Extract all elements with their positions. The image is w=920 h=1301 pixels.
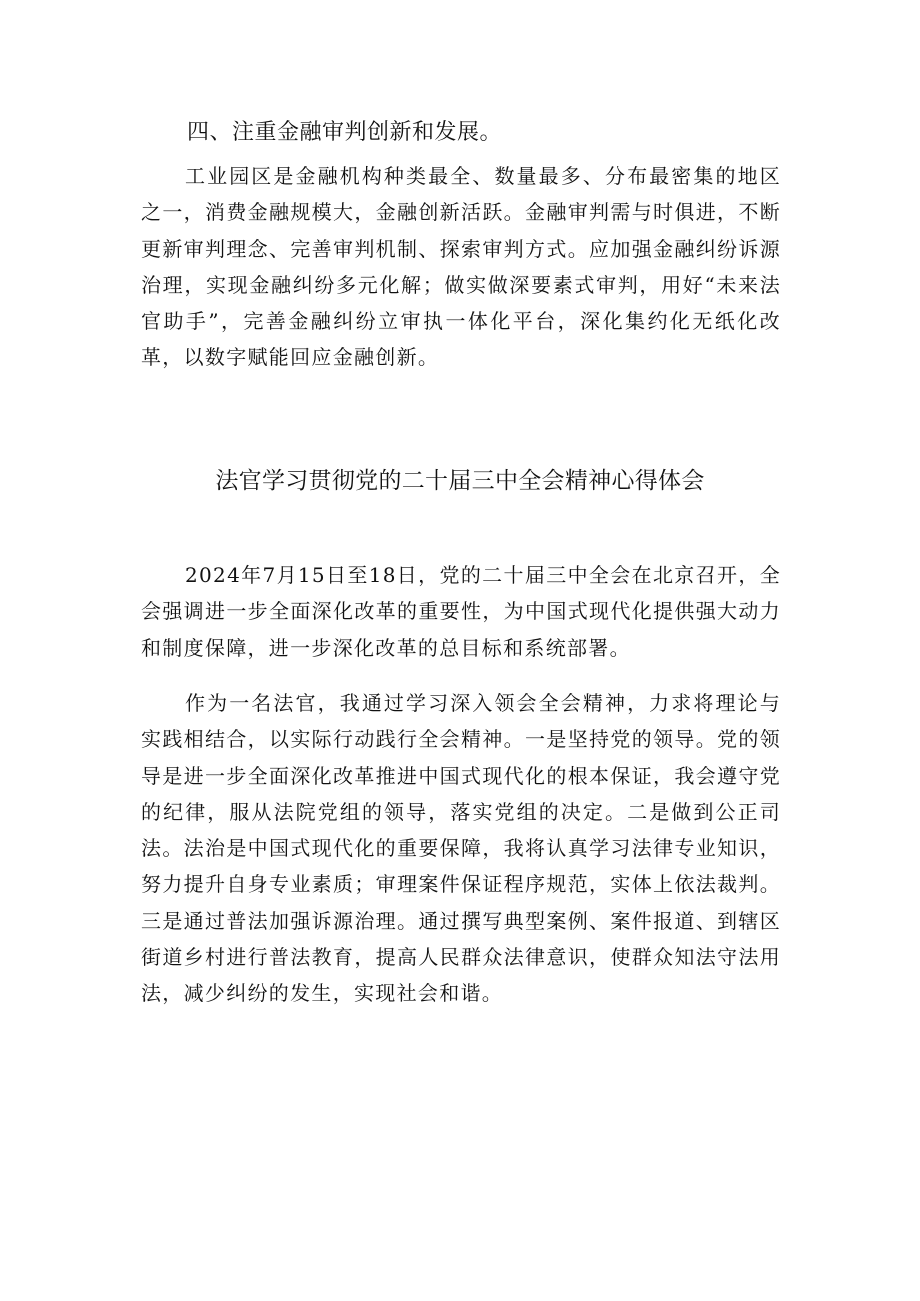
article-title: 法官学习贯彻党的二十届三中全会精神心得体会 [215, 468, 705, 494]
section-heading: 四、注重金融审判创新和发展。 [187, 120, 503, 145]
section-paragraph: 工业园区是金融机构种类最全、数量最多、分布最密集的地区之一，消费金融规模大，金融创新活跃。金融审判需与时俱进，不断更新审判理念、完善审判机制、探索审判方式。应加强金融纠纷诉源治理，实现金融纠纷多元化解；做实做深要素式审判，用好“未来法官助手”，完善金融纠纷立审执一体化平台，深化集约化无纸化改革，以数字赋能回应金融创新。 [141, 164, 781, 370]
article-paragraph-1: 2024年7月15日至18日，党的二十届三中全会在北京召开，全会强调进一步全面深化改革的重要性，为中国式现代化提供强大动力和制度保障，进一步深化改革的总目标和系统部署。 [141, 563, 781, 660]
article-paragraph-2: 作为一名法官，我通过学习深入领会全会精神，力求将理论与实践相结合，以实际行动践行全会精神。一是坚持党的领导。党的领导是进一步全面深化改革推进中国式现代化的根本保证，我会遵守党的纪律，服从法院党组的领导，落实党组的决定。二是做到公正司法。法治是中国式现代化的重要保障，我将认真学习法律专业知识，努力提升自身专业素质；审理案件保证程序规范，实体上依法裁判。三是通过普法加强诉源治理。通过撰写典型案例、案件报道、到辖区街道乡村进行普法教育，提高人民群众法律意识，使群众知法守法用法，减少纠纷的发生，实现社会和谐。 [141, 691, 781, 1006]
